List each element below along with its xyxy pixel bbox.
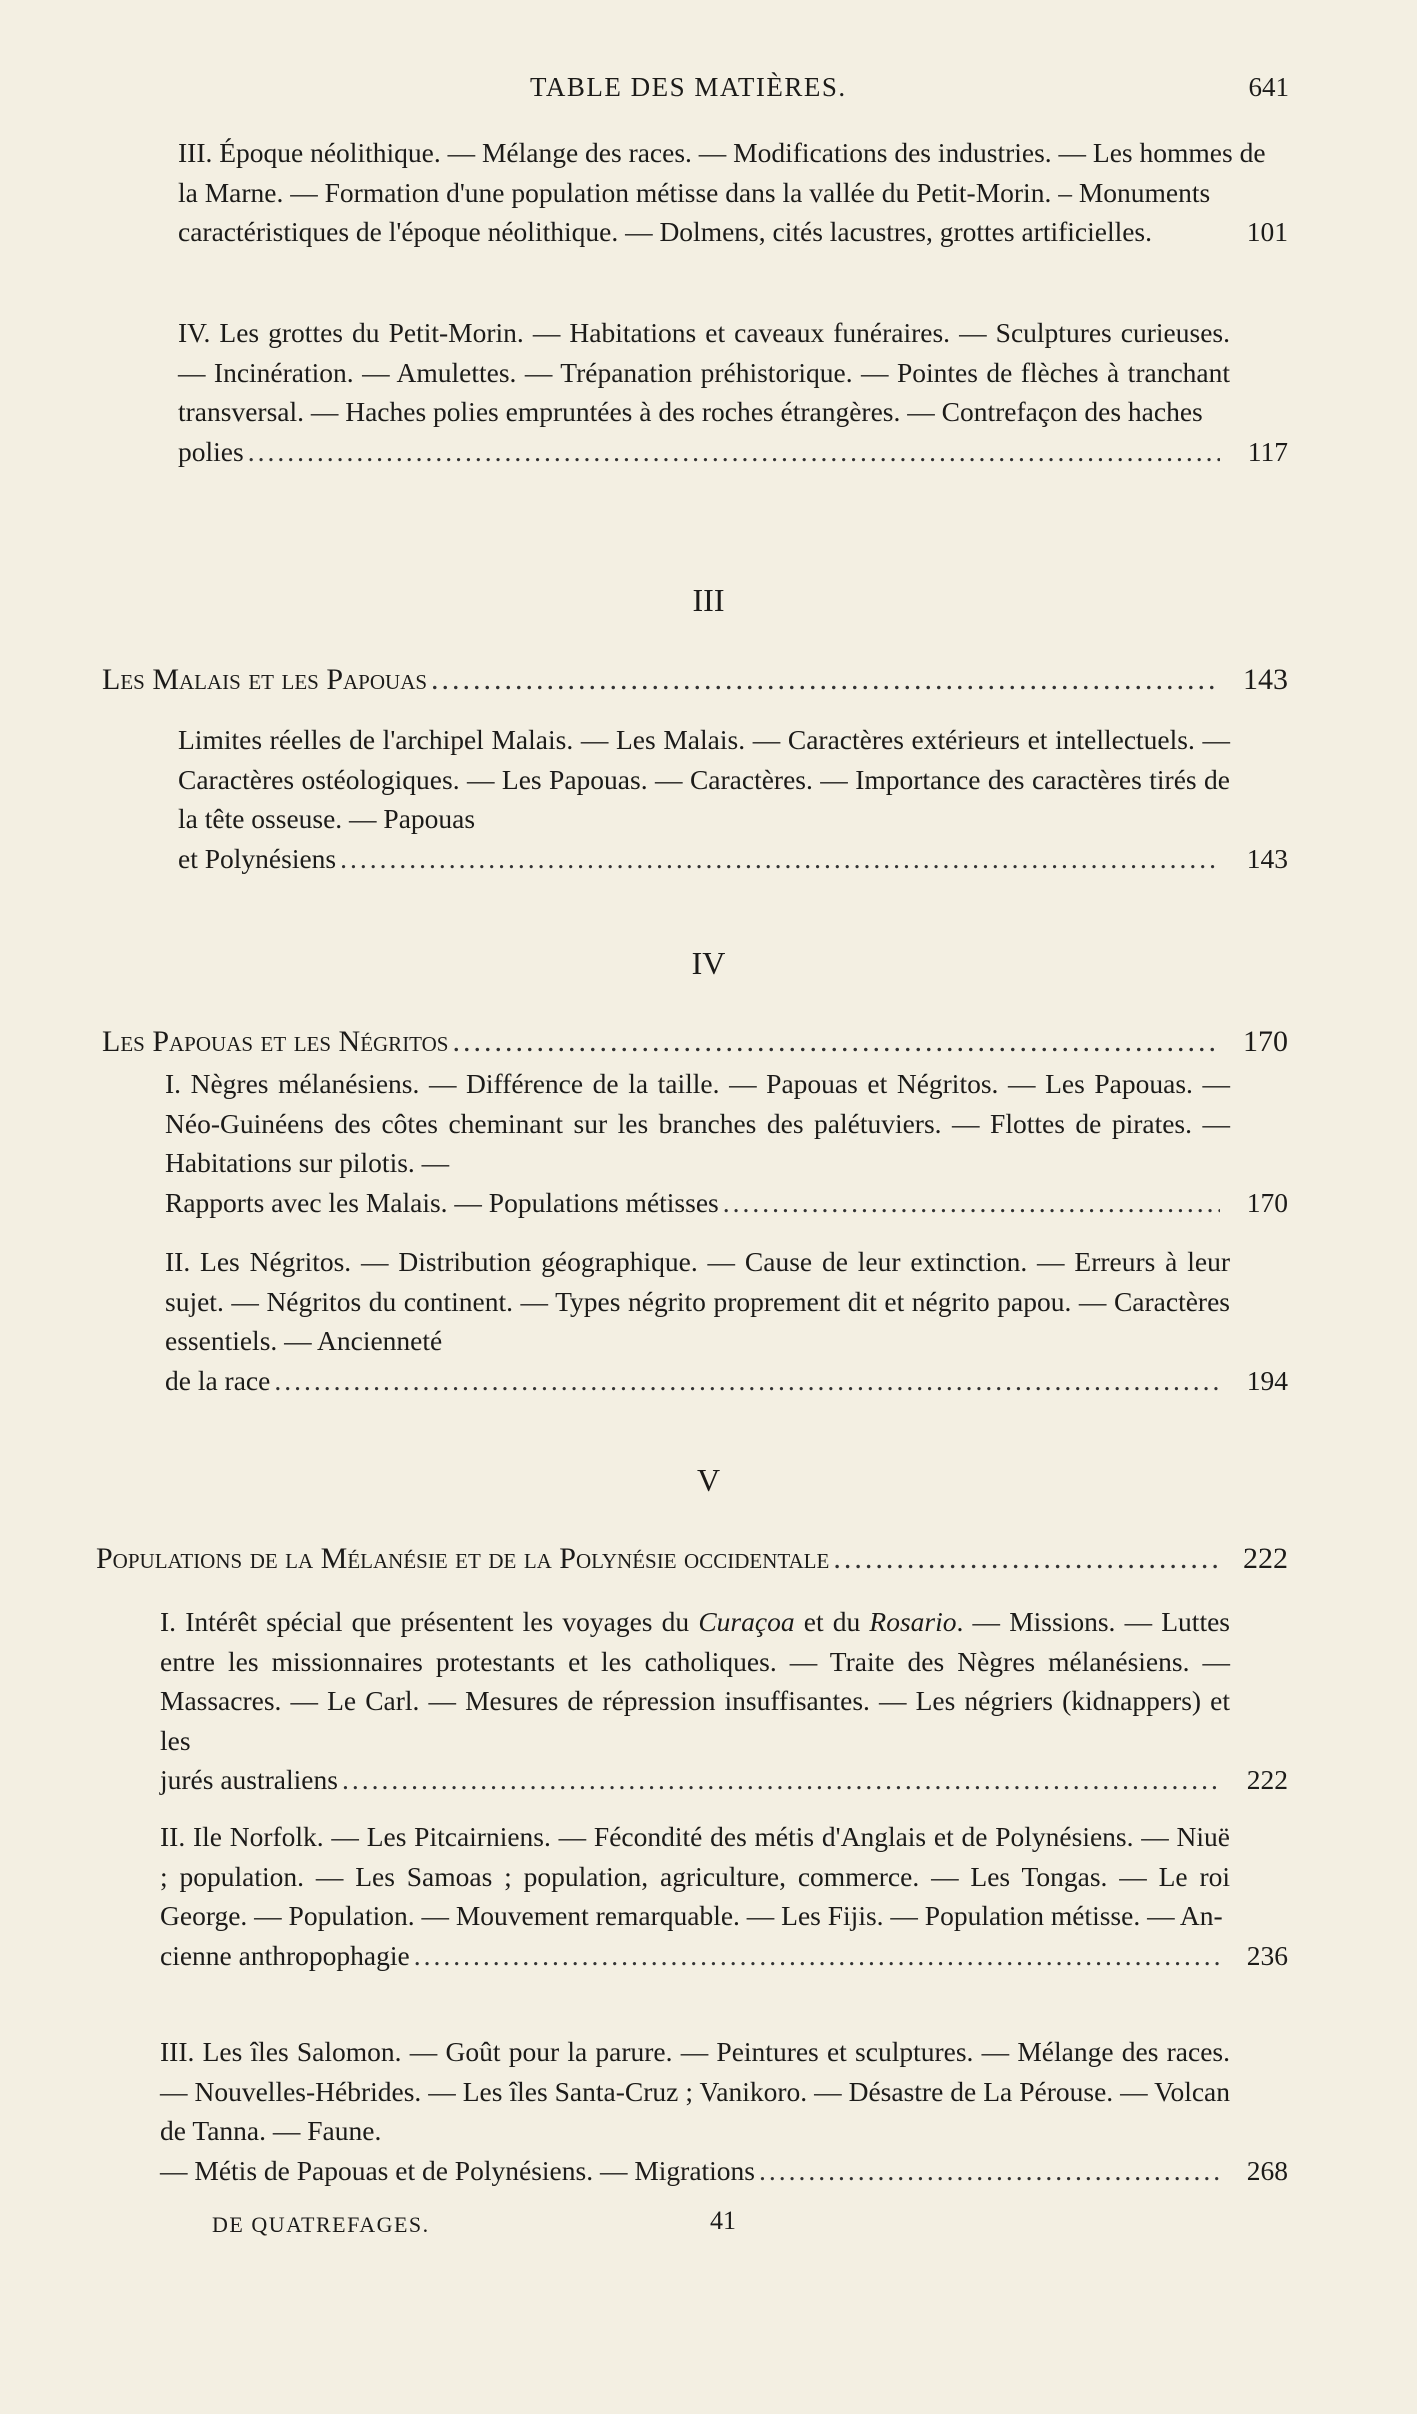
entry-last-text: et Polynésiens	[178, 842, 337, 874]
page-header	[0, 72, 1417, 112]
running-title: TABLE DES MATIÈRES.	[530, 72, 847, 102]
entry-last-line	[160, 1936, 1288, 1976]
entry-text-before: I. Intérêt spécial que présentent les voyages du	[160, 1606, 699, 1637]
entry-text: III. Les îles Salomon. — Goût pour la parure. — Peintures et sculptures. — Mélange des races. — Nouvelles-Hébrides. — Les îles Santa-Cruz ; Vanikoro. — Désastre de La Pérouse. — Volcan de Tanna. — Faune.	[160, 2036, 1230, 2146]
entry-last-line	[165, 1183, 1288, 1223]
entry-page: 143	[1246, 842, 1288, 874]
toc-entry-malais[interactable]	[178, 720, 1288, 878]
toc-entry-negres[interactable]	[165, 1064, 1288, 1222]
entry-text: II. Ile Norfolk. — Les Pitcairniens. — Fécondité des métis d'Anglais et de Polynésiens. — Niuë ; population. — Les Samoas ; population, agriculture, commerce. — Les Tongas. — Le roi George. — Population. — Mouvement remarquable. — Les Fijis. — Population métisse. — An-	[160, 1821, 1230, 1931]
leader-dots	[452, 1022, 1218, 1062]
entry-text: II. Les Négritos. — Distribution géographique. — Cause de leur extinction. — Erreurs à leur sujet. — Négritos du continent. — Types négrito proprement dit et négrito papou. — Caractères essentiels. — Ancienneté	[165, 1246, 1230, 1356]
ship-name-rosario: Rosario	[869, 1606, 957, 1637]
ship-name-curacoa: Curaçoa	[698, 1606, 795, 1637]
entry-last-line	[160, 2151, 1288, 2191]
entry-last-line	[160, 1760, 1288, 1800]
entry-page: 236	[1246, 1939, 1288, 1971]
chapter-numeral: III	[692, 582, 725, 618]
toc-entry-curacoa[interactable]	[160, 1602, 1288, 1800]
entry-text: Limites réelles de l'archipel Malais. — Les Malais. — Caractères extérieurs et intellectuels. — Caractères ostéologiques. — Les Papouas. — Caractères. — Importance des caractères tirés de la tête osseuse. — Papouas	[178, 724, 1230, 834]
entry-page: 117	[1247, 435, 1288, 467]
entry-text-after: . — Missions. — Luttes entre les missionnaires protestants et les catholiques. — Traite des Nègres mélanésiens. — Massacres. — Le Carl. — Mesures de répression insuffisantes. — Les négriers (kidnappers) et les	[160, 1606, 1230, 1756]
chapter-page: 170	[1243, 1025, 1288, 1058]
chapter-title: Les Malais et les Papouas	[102, 663, 428, 696]
leader-dots	[274, 1361, 1220, 1401]
entry-text-mid: et du	[794, 1606, 870, 1637]
entry-last-text: polies	[178, 435, 244, 467]
entry-last-text: — Métis de Papouas et de Polynésiens. — Migrations	[160, 2154, 756, 2186]
chapter-title: Les Papouas et les Négritos	[102, 1025, 449, 1058]
entry-text	[160, 1602, 1288, 1760]
page-footer	[0, 2206, 1417, 2252]
chapter-page: 222	[1243, 1542, 1288, 1575]
toc-entry-salomon[interactable]	[160, 2032, 1288, 2190]
leader-dots	[759, 2151, 1220, 2191]
entry-page: 194	[1246, 1364, 1288, 1396]
toc-entry-neolithique[interactable]	[178, 133, 1288, 252]
leader-dots	[723, 1183, 1220, 1223]
entry-page: 170	[1246, 1186, 1288, 1218]
sheet-signature: 41	[710, 2206, 736, 2235]
toc-entry-grottes[interactable]	[178, 313, 1288, 471]
entry-last-text: Rapports avec les Malais. — Populations métisses	[165, 1186, 719, 1218]
toc-entry-negritos[interactable]	[165, 1242, 1288, 1400]
chapter-numeral: IV	[691, 945, 726, 981]
leader-dots	[414, 1936, 1220, 1976]
entry-page: 268	[1246, 2154, 1288, 2186]
entry-text: III. Époque néolithique. — Mélange des races. — Modifications des industries. — Les hommes de la Marne. — Formation d'une population métisse dans la vallée du Petit-Morin. – Monuments caractéristiques de l'époque néolithique. — Dolmens, cités lacustres, grottes artificielles.	[178, 137, 1266, 247]
page-number: 641	[1248, 72, 1289, 102]
entry-page: 101	[1246, 216, 1288, 247]
chapter-title-row[interactable]	[96, 1539, 1288, 1579]
entry-last-text: de la race	[165, 1364, 271, 1396]
entry-page: 222	[1246, 1764, 1288, 1795]
chapter-title-row[interactable]	[102, 660, 1288, 700]
leader-dots	[833, 1539, 1218, 1579]
chapter-title-row[interactable]	[102, 1022, 1288, 1062]
toc-entry-norfolk[interactable]	[160, 1817, 1288, 1975]
leader-dots	[431, 660, 1218, 700]
leader-dots	[342, 1760, 1220, 1800]
leader-dots	[340, 839, 1220, 879]
entry-last-text: cienne anthropophagie	[160, 1939, 410, 1971]
leader-dots	[248, 432, 1220, 472]
chapter-page: 143	[1243, 663, 1288, 696]
entry-last-text: jurés australiens	[160, 1764, 338, 1795]
entry-last-line	[178, 839, 1288, 879]
entry-last-line	[178, 432, 1288, 472]
entry-text: I. Nègres mélanésiens. — Différence de la taille. — Papouas et Négritos. — Les Papouas. — Néo-Guinéens des côtes cheminant sur les branches des palétuviers. — Flottes de pirates. — Habitations sur pilotis. —	[165, 1068, 1230, 1178]
author-signature: DE QUATREFAGES.	[212, 2212, 430, 2237]
entry-last-line	[165, 1361, 1288, 1401]
chapter-numeral: V	[696, 1462, 721, 1498]
chapter-title: Populations de la Mélanésie et de la Polynésie occidentale	[96, 1542, 830, 1575]
entry-text: IV. Les grottes du Petit-Morin. — Habitations et caveaux funéraires. — Sculptures curieuses. — Incinération. — Amulettes. — Trépanation préhistorique. — Pointes de flèches à tranchant transversal. — Haches polies empruntées à des roches étrangères. — Contrefaçon des haches	[178, 317, 1230, 427]
